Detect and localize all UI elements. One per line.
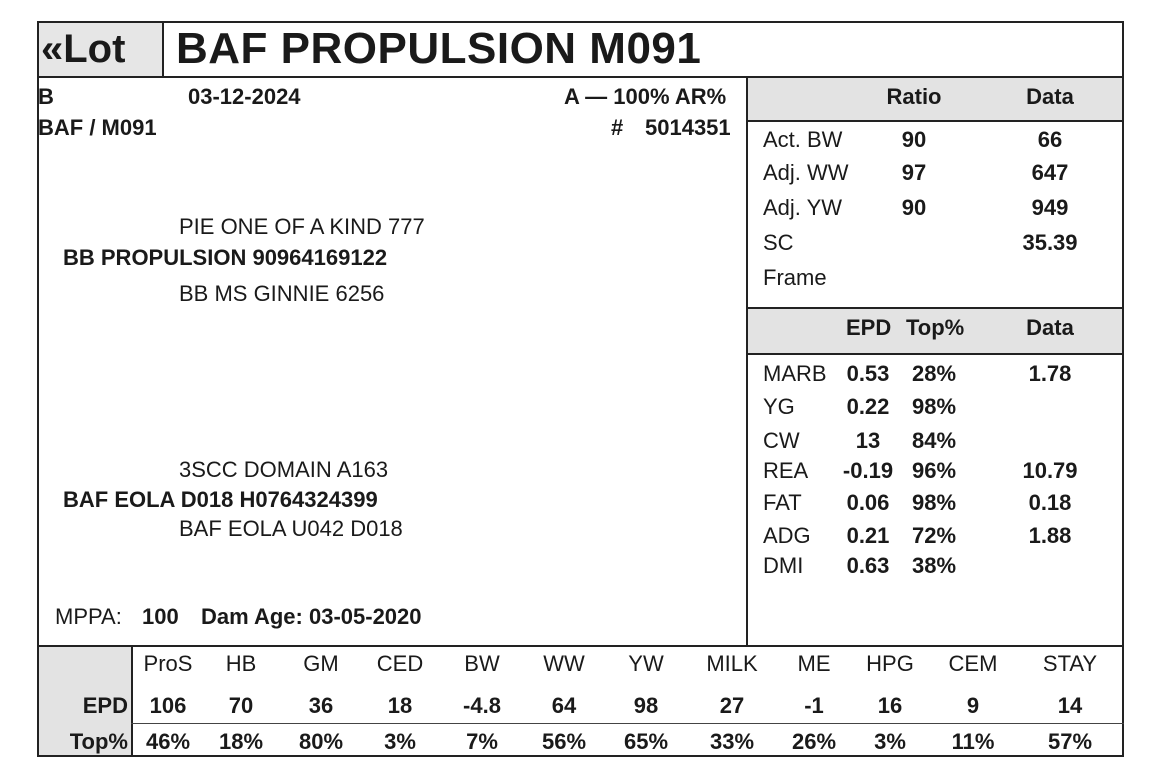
top-value: 11% (951, 729, 995, 754)
carcass-row-epd: 0.22 (846, 394, 890, 419)
right-panel-border (746, 78, 748, 645)
epd-row-label: EPD (82, 693, 128, 718)
carcass-row-top: 98% (912, 490, 957, 515)
epd-value: 27 (719, 693, 745, 718)
epd-value: 14 (1057, 693, 1083, 718)
ratio-col-header: Ratio (886, 84, 942, 109)
carcass-header-divider (746, 353, 1122, 355)
epd-value: 98 (633, 693, 659, 718)
epd-col-header: WW (543, 651, 585, 676)
carcass-row-epd: -0.19 (842, 458, 894, 483)
dam-age: Dam Age: 03-05-2020 (201, 604, 422, 629)
carcass-row-data: 10.79 (1022, 458, 1078, 483)
carcass-row-top: 38% (912, 553, 957, 578)
ar-percent: A — 100% AR% (564, 84, 727, 109)
carcass-row-top: 72% (912, 523, 957, 548)
epd-col-header: YW (628, 651, 664, 676)
ratio-row-label: Adj. WW (763, 160, 849, 185)
top-value: 46% (145, 729, 191, 754)
carcass-row-label: CW (763, 428, 800, 453)
top-value: 65% (623, 729, 669, 754)
epd-table-top-divider (37, 645, 1124, 647)
top-col-header: Top% (906, 315, 965, 340)
epd-col-header: HB (225, 651, 257, 676)
carcass-row-label: FAT (763, 490, 802, 515)
carcass-row-label: REA (763, 458, 809, 483)
sire-dam: BB MS GINNIE 6256 (179, 281, 385, 306)
top-value: 7% (466, 729, 498, 754)
epd-col-header: MILK (706, 651, 758, 676)
dam: BAF EOLA D018 H0764324399 (63, 487, 378, 512)
ratio-row-data: 35.39 (1022, 230, 1078, 255)
top-value: 3% (384, 729, 416, 754)
epd-value: 16 (877, 693, 903, 718)
top-value: 18% (218, 729, 264, 754)
ratio-row-data: 66 (1037, 127, 1063, 152)
carcass-row-data: 0.18 (1028, 490, 1072, 515)
epd-value: -4.8 (463, 693, 501, 718)
carcass-row-data: 1.78 (1028, 361, 1072, 386)
ratio-row-label: Act. BW (763, 127, 843, 152)
lot-button[interactable]: «Lot (37, 21, 164, 78)
epd-col-header: BW (464, 651, 500, 676)
carcass-row-epd: 13 (855, 428, 881, 453)
ratio-data-col-header: Data (1026, 84, 1074, 109)
carcass-row-epd: 0.53 (846, 361, 890, 386)
ratio-row-ratio: 97 (901, 160, 927, 185)
top-row-label: Top% (69, 729, 128, 754)
top-value: 26% (791, 729, 837, 754)
carcass-row-top: 96% (912, 458, 957, 483)
birth-date: 03-12-2024 (188, 84, 301, 109)
carcass-data-col-header: Data (1026, 315, 1074, 340)
dam-sire: 3SCC DOMAIN A163 (179, 457, 389, 482)
carcass-row-label: MARB (763, 361, 827, 386)
reg-prefix: # (611, 115, 624, 140)
mppa-label: MPPA: (55, 604, 122, 629)
ratio-row-data: 949 (1031, 195, 1069, 220)
epd-col-header: HPG (866, 651, 914, 676)
ratio-row-label: SC (763, 230, 794, 255)
mppa-value: 100 (142, 604, 179, 629)
tattoo: BAF / M091 (38, 115, 157, 140)
epd-col-header: STAY (1042, 651, 1098, 676)
top-value: 33% (709, 729, 755, 754)
registration-number: 5014351 (645, 115, 731, 140)
top-value: 80% (298, 729, 344, 754)
carcass-row-epd: 0.63 (846, 553, 890, 578)
ratio-row-ratio: 90 (901, 195, 927, 220)
ratio-row-ratio: 90 (901, 127, 927, 152)
carcass-row-label: ADG (763, 523, 811, 548)
epd-col-header: EPD (846, 315, 892, 340)
top-value: 57% (1047, 729, 1093, 754)
epd-col-header: CED (376, 651, 424, 676)
sex: B (38, 84, 54, 109)
carcass-row-label: YG (763, 394, 795, 419)
sire-sire: PIE ONE OF A KIND 777 (179, 214, 425, 239)
top-value: 56% (541, 729, 587, 754)
epd-value: 64 (551, 693, 577, 718)
ratio-row-data: 647 (1031, 160, 1069, 185)
ratio-header-divider (746, 120, 1122, 122)
carcass-row-data: 1.88 (1028, 523, 1072, 548)
epd-col-header: ProS (143, 651, 193, 676)
epd-value: 18 (387, 693, 413, 718)
epd-col-header: ME (797, 651, 831, 676)
carcass-row-top: 28% (912, 361, 957, 386)
animal-name: BAF PROPULSION M091 (176, 24, 702, 73)
epd-col-header: CEM (948, 651, 998, 676)
ratio-row-label: Adj. YW (763, 195, 843, 220)
epd-value: 36 (308, 693, 334, 718)
dam-dam: BAF EOLA U042 D018 (179, 516, 403, 541)
epd-value: 9 (966, 693, 980, 718)
ratio-row-label: Frame (763, 265, 827, 290)
carcass-row-epd: 0.06 (846, 490, 890, 515)
epd-col-header: GM (303, 651, 339, 676)
carcass-row-label: DMI (763, 553, 804, 578)
epd-value: -1 (804, 693, 824, 718)
epd-value: 106 (149, 693, 187, 718)
sire: BB PROPULSION 90964169122 (63, 245, 388, 270)
carcass-row-epd: 0.21 (846, 523, 890, 548)
carcass-row-top: 98% (912, 394, 957, 419)
epd-value: 70 (228, 693, 254, 718)
carcass-row-top: 84% (912, 428, 957, 453)
epd-row-divider (131, 723, 1124, 724)
top-value: 3% (874, 729, 906, 754)
